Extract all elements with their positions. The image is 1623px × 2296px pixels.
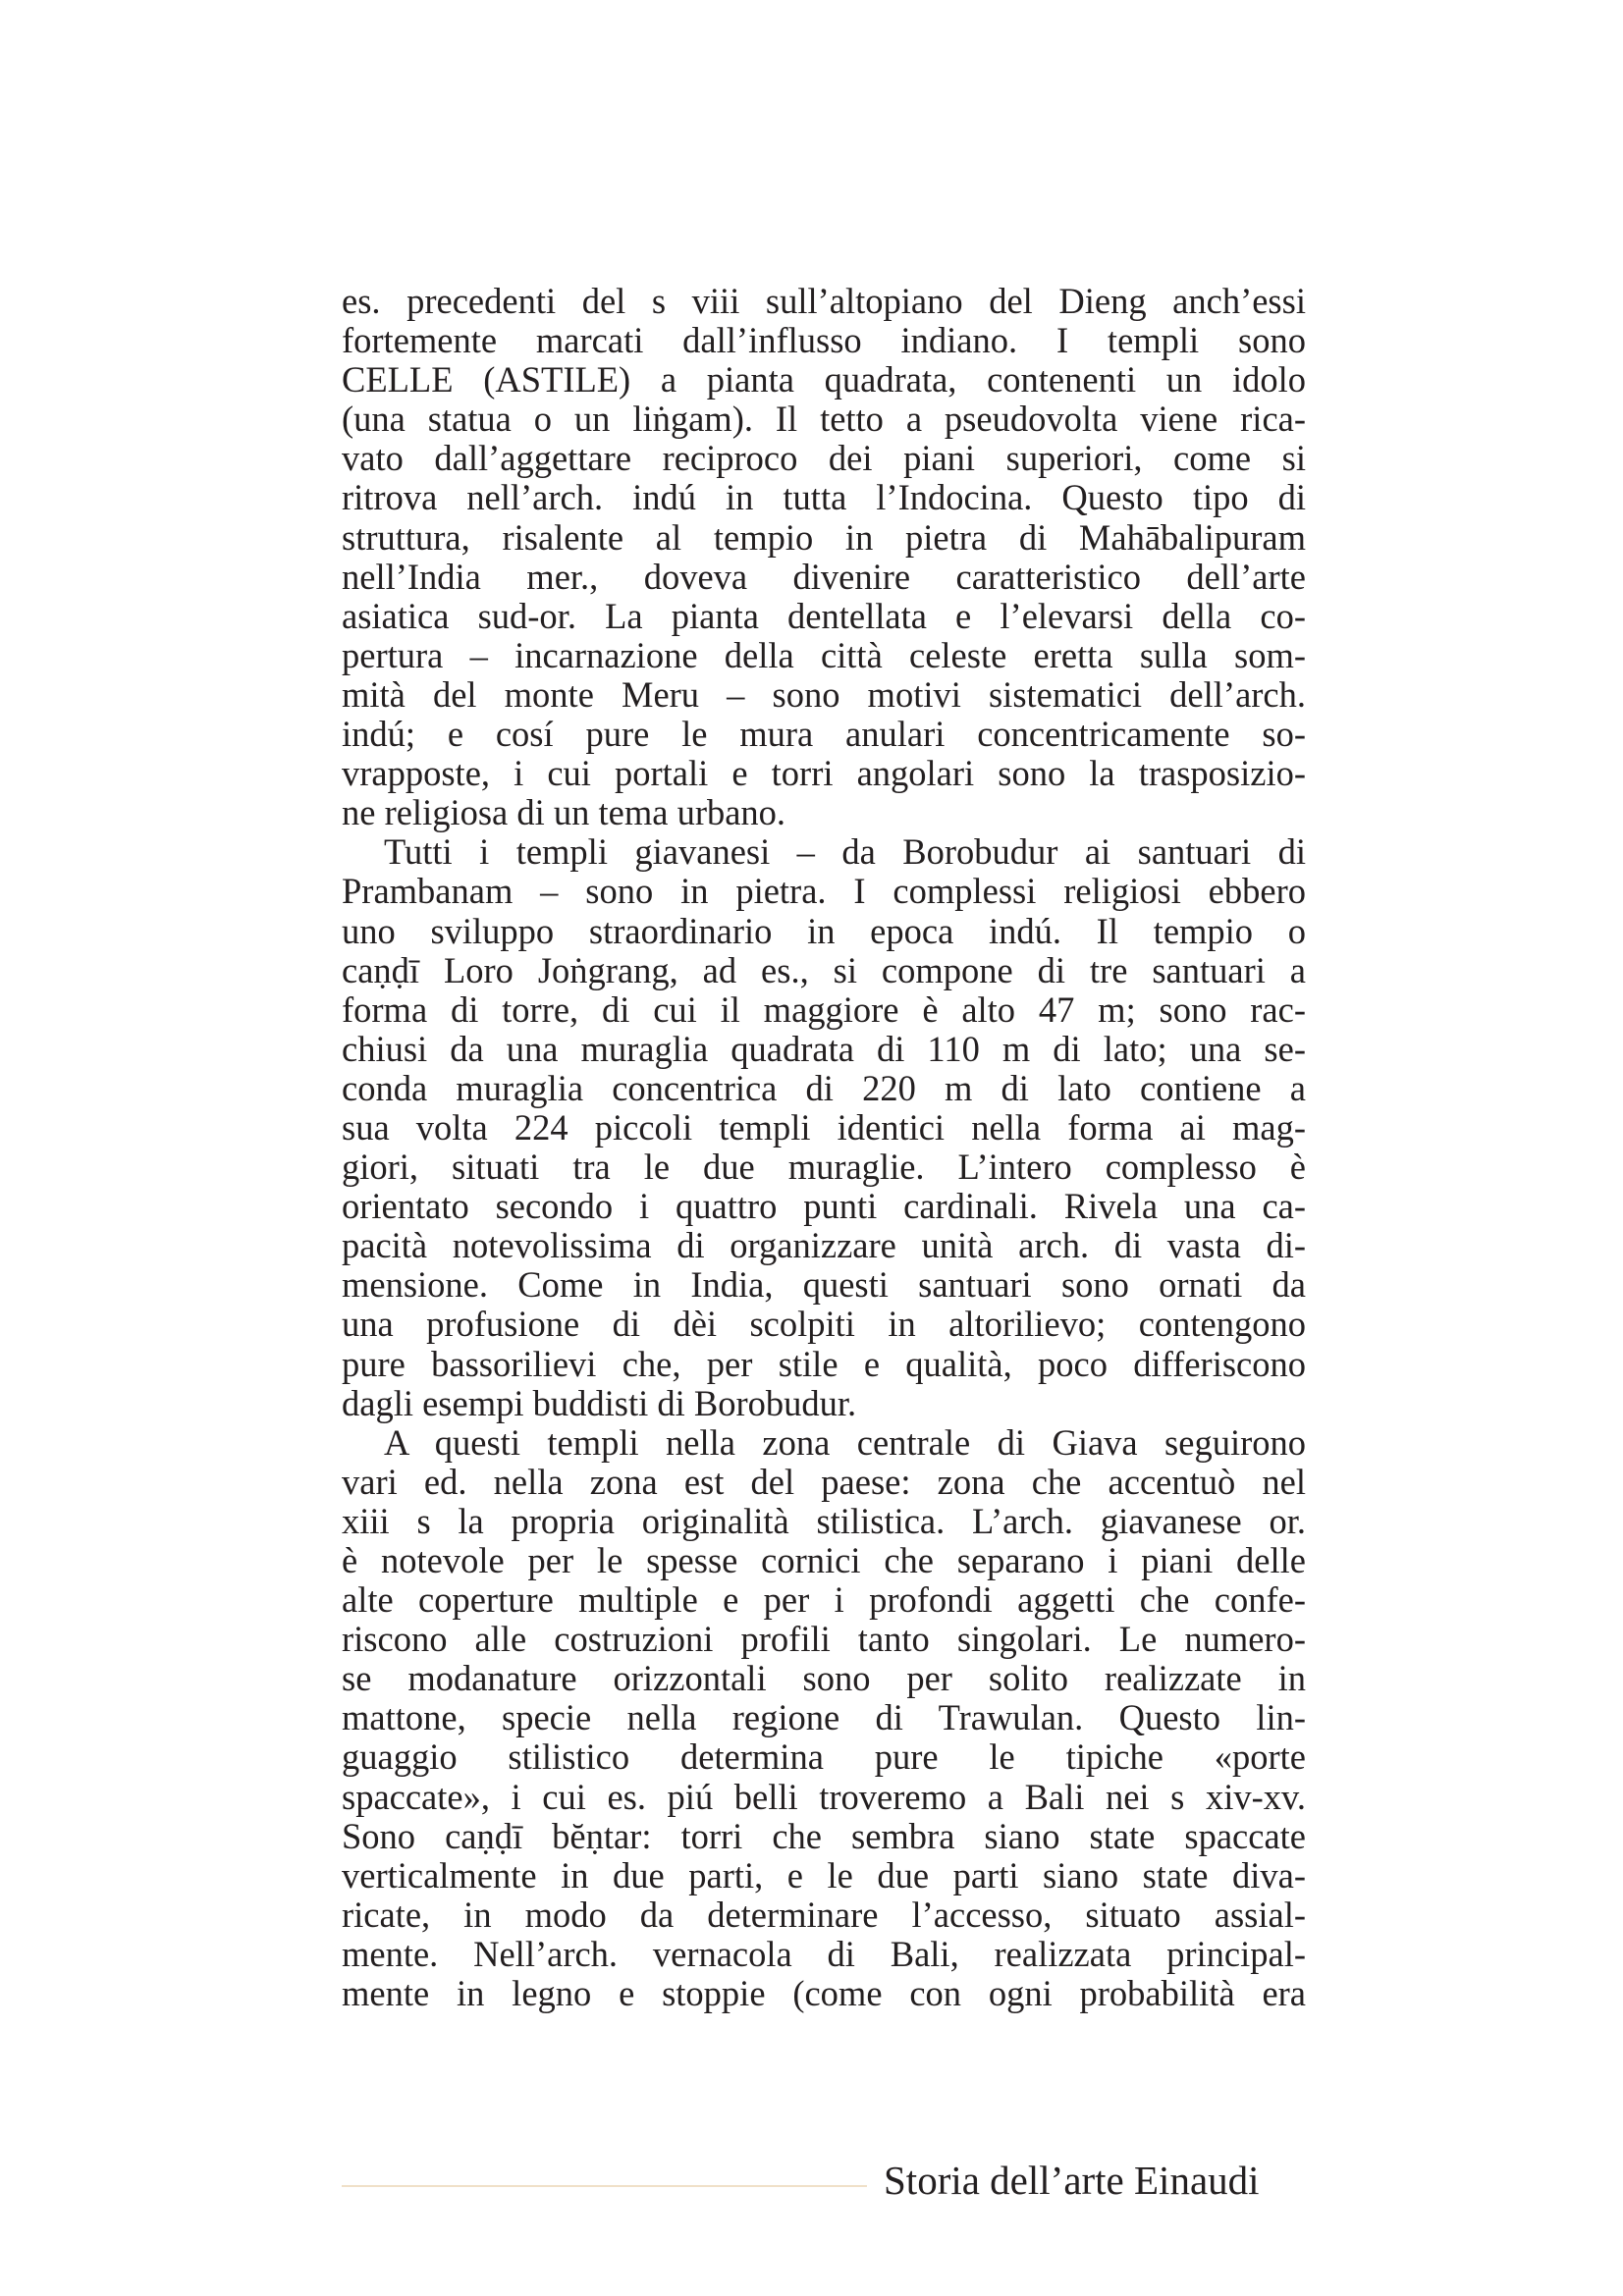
- text-line: A questi templi nella zona centrale di Giava seguirono: [384, 1421, 1306, 1463]
- text-line: ritrova nell’arch. indú in tutta l’Indocina. Questo tipo di: [342, 477, 1306, 518]
- text-line: xiii s la propria originalità stilistica. L’arch. giavanese or.: [342, 1500, 1306, 1541]
- text-line: asiatica sud-or. La pianta dentellata e l’elevarsi della co-: [342, 595, 1306, 636]
- text-line: conda muraglia concentrica di 220 m di lato contiene a: [342, 1067, 1306, 1108]
- text-line: (una statua o un liṅgam). Il tetto a pseudovolta viene rica-: [342, 399, 1306, 440]
- text-line: mità del monte Meru – sono motivi sistematici dell’arch.: [342, 673, 1306, 715]
- text-line: nell’India mer., doveva divenire caratteristico dell’arte: [342, 556, 1306, 597]
- text-line: mente. Nell’arch. vernacola di Bali, realizzata principal-: [342, 1933, 1306, 1974]
- text-line: pacità notevolissima di organizzare unità arch. di vasta di-: [342, 1225, 1306, 1266]
- text-line: uno sviluppo straordinario in epoca indú. Il tempio o: [342, 910, 1306, 951]
- text-line: mensione. Come in India, questi santuari sono ornati da: [342, 1264, 1306, 1306]
- text-line: vato dall’aggettare reciproco dei piani superiori, come si: [342, 438, 1306, 479]
- text-line: sua volta 224 piccoli templi identici nella forma ai mag-: [342, 1106, 1306, 1148]
- text-line: alte coperture multiple e per i profondi aggetti che confe-: [342, 1579, 1306, 1621]
- text-line: Sono caṇḍī bĕṇtar: torri che sembra siano state spaccate: [342, 1815, 1306, 1856]
- text-line: ricate, in modo da determinare l’accesso, situato assial-: [342, 1894, 1306, 1935]
- paragraph-3: [342, 1423, 1306, 2013]
- footer-title: Storia dell’arte Einaudi: [884, 2158, 1260, 2203]
- text-line: spaccate», i cui es. piú belli troveremo a Bali nei s xiv-xv.: [342, 1776, 1306, 1817]
- text-line: mente in legno e stoppie (come con ogni probabilità era: [342, 1973, 1306, 2014]
- text-line: mattone, specie nella regione di Trawulan. Questo lin-: [342, 1697, 1306, 1738]
- text-line: una profusione di dèi scolpiti in altorilievo; contengono: [342, 1304, 1306, 1345]
- text-line: forma di torre, di cui il maggiore è alto 47 m; sono rac-: [342, 988, 1306, 1030]
- paragraph-1: [342, 282, 1306, 832]
- text-line: verticalmente in due parti, e le due parti siano state diva-: [342, 1854, 1306, 1896]
- text-line: è notevole per le spesse cornici che separano i piani delle: [342, 1540, 1306, 1580]
- text-line: giori, situati tra le due muraglie. L’intero complesso è: [342, 1147, 1306, 1188]
- text-line: ne religiosa di un tema urbano.: [342, 792, 786, 833]
- text-line: pure bassorilievi che, per stile e qualità, poco differiscono: [342, 1343, 1306, 1384]
- text-line: vari ed. nella zona est del paese: zona che accentuò nel: [342, 1461, 1306, 1502]
- text-line: dagli esempi buddisti di Borobudur.: [342, 1382, 857, 1423]
- text-line: chiusi da una muraglia quadrata di 110 m di lato; una se-: [342, 1028, 1306, 1069]
- body-text: [342, 282, 1306, 2013]
- text-line: Prambanam – sono in pietra. I complessi religiosi ebbero: [342, 871, 1306, 912]
- text-line: indú; e cosí pure le mura anulari concentricamente so-: [342, 714, 1306, 755]
- text-line: orientato secondo i quattro punti cardinali. Rivela una ca-: [342, 1186, 1306, 1227]
- text-line: CELLE (ASTILE) a pianta quadrata, contenenti un idolo: [342, 359, 1306, 400]
- text-line: vrapposte, i cui portali e torri angolari sono la trasposizio-: [342, 753, 1306, 794]
- text-line: pertura – incarnazione della città celeste eretta sulla som-: [342, 634, 1306, 675]
- footer-rule: [342, 2185, 867, 2187]
- paragraph-2: [342, 832, 1306, 1422]
- text-line: fortemente marcati dall’influsso indiano. I templi sono: [342, 320, 1306, 361]
- text-line: guaggio stilistico determina pure le tipiche «porte: [342, 1736, 1306, 1778]
- text-line: es. precedenti del s viii sull’altopiano del Dieng anch’essi: [342, 281, 1306, 321]
- text-line: se modanature orizzontali sono per solito realizzate in: [342, 1658, 1306, 1699]
- text-line: caṇḍī Loro Joṅgrang, ad es., si compone di tre santuari a: [342, 949, 1306, 990]
- text-line: Tutti i templi giavanesi – da Borobudur ai santuari di: [384, 831, 1306, 873]
- text-line: struttura, risalente al tempio in pietra di Mahābalipuram: [342, 516, 1306, 558]
- text-line: riscono alle costruzioni profili tanto singolari. Le numero-: [342, 1619, 1306, 1660]
